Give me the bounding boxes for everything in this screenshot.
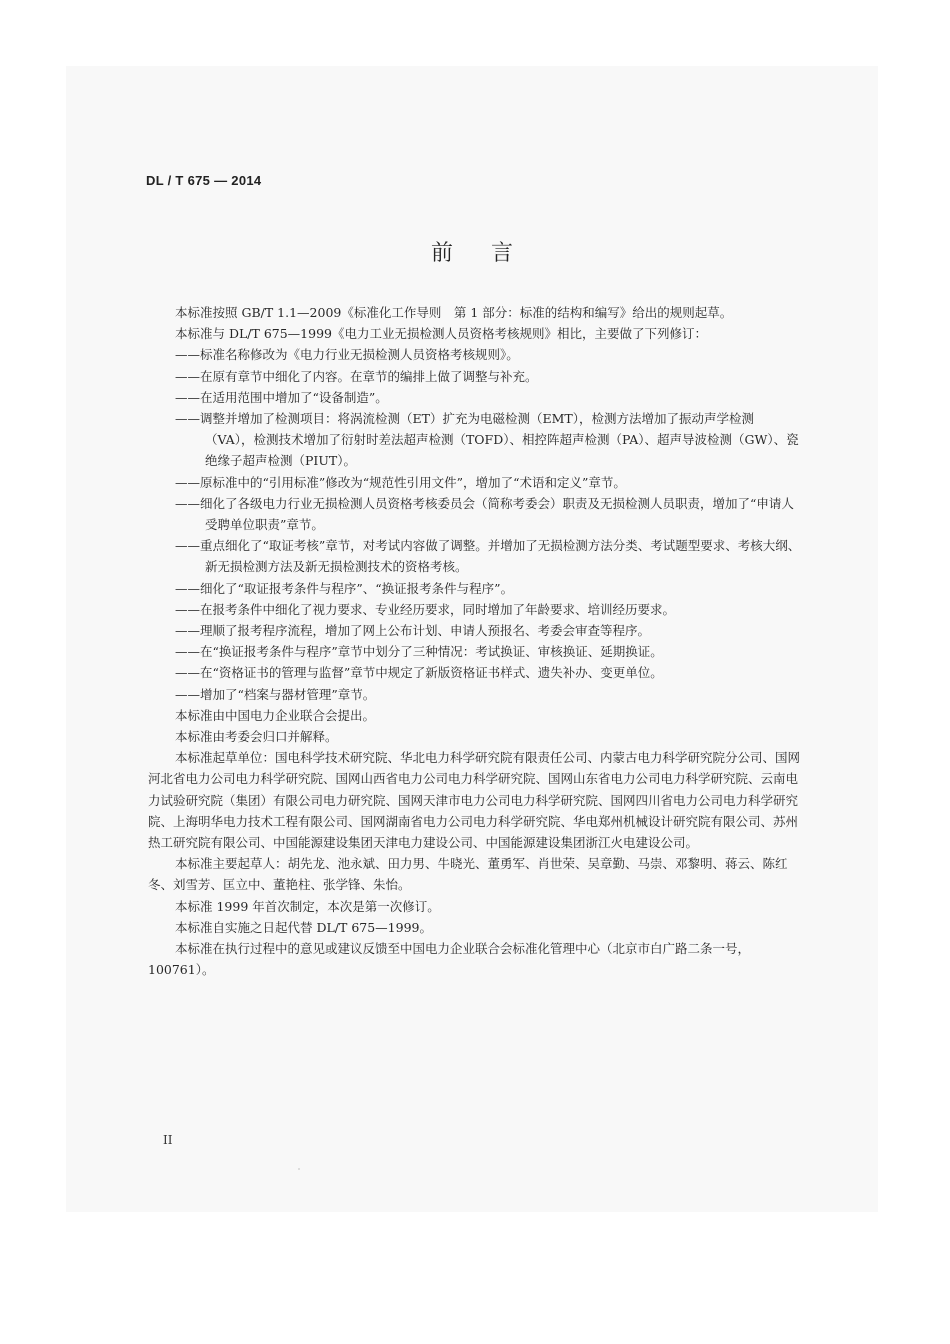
drafting-units-paragraph: 本标准起草单位：国电科学技术研究院、华北电力科学研究院有限责任公司、内蒙古电力科学研究院分公司、国网河北省电力公司电力科学研究院、国网山西省电力公司电力科学研究院、国网山东省电力公司电力科学研究院、云南电力试验研究院（集团）有限公司电力研究院、国网天津市电力公司电力科学研究院、国网四川省电力公司电力科学研究院、上海明华电力技术工程有限公司、国网湖南省电力公司电力科学研究院、华电郑州机械设计研究院有限公司、苏州热工研究院有限公司、中国能源建设集团天津电力建设公司、中国能源建设集团浙江火电建设公司。 [148,750,801,851]
revision-item: ——理顺了报考程序流程，增加了网上公布计划、申请人预报名、考委会审查等程序。 [175,623,651,639]
revision-item: ——调整并增加了检测项目：将涡流检测（ET）扩充为电磁检测（EMT），检测方法增加了振动声学检测（VA），检测技术增加了衍射时差法超声检测（TOFD）、相控阵超声检测（PA）、超声导波检测（GW）、瓷绝缘子超声检测（PIUT）。 [175,411,799,469]
revision-item: ——增加了“档案与器材管理”章节。 [175,686,376,702]
revision-item: ——细化了各级电力行业无损检测人员资格考核委员会（简称考委会）职责及无损检测人员职责，增加了“申请人受聘单位职责”章节。 [175,495,794,533]
drafters-paragraph: 本标准主要起草人：胡先龙、池永斌、田力男、牛晓光、董勇军、肖世荣、吴章勤、马崇、邓黎明、蒋云、陈红冬、刘雪芳、匡立中、董艳柱、张学锋、朱怡。 [148,856,788,893]
revision-item: ——在“资格证书的管理与监督”章节中规定了新版资格证书样式、遗失补办、变更单位。 [175,665,663,681]
scan-speck [298,1168,300,1170]
revision-item: ——重点细化了“取证考核”章节，对考试内容做了调整。并增加了无损检测方法分类、考试题型要求、考核大纲、新无损检测方法及新无损检测技术的资格考核。 [175,538,801,575]
standard-code: DL / T 675 — 2014 [146,173,262,188]
revision-item: ——原标准中的“引用标准”修改为“规范性引用文件”，增加了“术语和定义”章节。 [175,474,626,490]
revision-item: ——在适用范围中增加了“设备制造”。 [175,389,388,405]
revision-item: ——细化了“取证报考条件与程序”、“换证报考条件与程序”。 [175,580,514,596]
revision-item: ——在原有章节中细化了内容。在章节的编排上做了调整与补充。 [175,368,538,384]
paragraph: 本标准由中国电力企业联合会提出。 [175,707,376,723]
document-page [66,66,878,1212]
paragraph: 本标准 1999 年首次制定，本次是第一次修订。 [175,898,440,914]
paragraph: 本标准由考委会归口并解释。 [175,729,338,745]
paragraph: 本标准与 DL/T 675—1999《电力工业无损检测人员资格考核规则》相比，主要做了下列修订： [175,326,707,342]
page-title: 前言 [430,241,551,266]
paragraph: 本标准按照 GB/T 1.1—2009《标准化工作导则 第 1 部分：标准的结构和编写》给出的规则起草。 [175,305,733,320]
paragraph: 本标准自实施之日起代替 DL/T 675—1999。 [175,919,432,935]
page-number: II [163,1133,173,1147]
feedback-paragraph: 本标准在执行过程中的意见或建议反馈至中国电力企业联合会标准化管理中心（北京市白广路二条一号，100761）。 [148,941,751,978]
foreword-body [148,302,801,981]
revision-item: ——标准名称修改为《电力行业无损检测人员资格考核规则》。 [175,347,519,363]
revision-item: ——在“换证报考条件与程序”章节中划分了三种情况：考试换证、审核换证、延期换证。 [175,644,663,660]
revision-item: ——在报考条件中细化了视力要求、专业经历要求，同时增加了年龄要求、培训经历要求。 [175,601,676,617]
